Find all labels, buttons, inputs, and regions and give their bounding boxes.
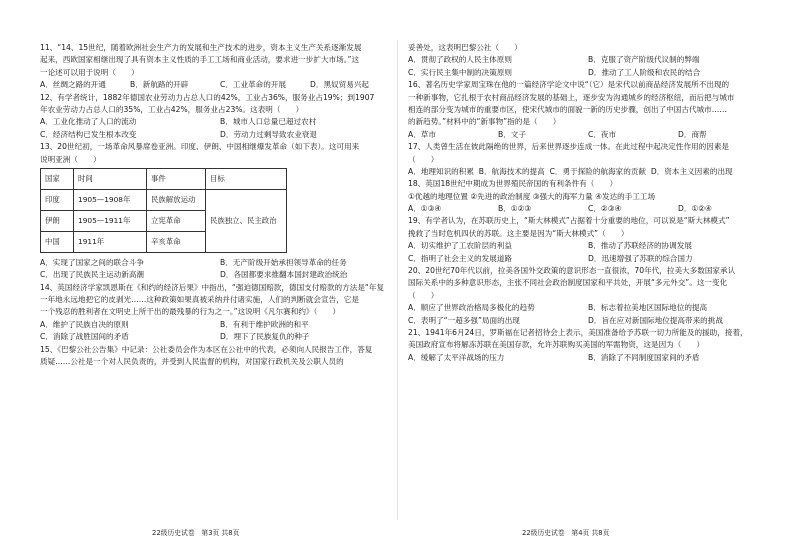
options-row [408,67,773,79]
option-c: C．出现了民族民主运动新高潮 [40,270,145,280]
option-d: D．商帮 [678,129,707,139]
option-b: B．标志着拉美地区国际地位的提高 [588,303,708,313]
option-b: B．消除了不同制度国家间的矛盾 [588,352,700,362]
option-d: D．埋下了民族复仇的种子 [220,332,310,342]
option-d: D．迅速增强了苏联的综合国力 [588,253,693,263]
question-text: 妥善处，这表明巴黎公社（ ） [408,43,522,52]
option-b: B．推动了苏联经济的协调发展 [588,241,692,251]
options-row [40,129,405,141]
question-16 [408,79,773,141]
table-row [41,189,287,210]
question-text: 美国政府宣布将解冻苏联在美国存款，允许苏联购买美国的军需物资，这是因为（ ） [408,340,705,350]
question-text: 挽救了当时危机四伏的苏联。这主要是因为“斯大林模式”（ ） [408,228,629,238]
table-header-row [41,168,287,189]
table-cell: 伊朗 [41,210,74,231]
option-b: B．克服了资产阶级代议制的弊端 [588,55,700,65]
left-column [40,42,405,368]
question-text: 年农业劳动力占总人口的35%，工业占42%，服务业占23%。这表明（ ） [40,104,304,114]
option-d: D．资本主义因素的出现 [650,166,733,176]
table-cell: 1905—1908年 [74,189,147,210]
options-row [408,54,773,66]
option-c: C．夜市 [588,129,617,139]
options-row [408,352,773,364]
question-text: 13、20世纪初，一场革命风暴席卷亚洲。印度、伊朗、中国相继爆发革命（如下表）。这可用来 [40,142,360,152]
options-row [40,116,405,128]
question-text: 18、英国18世纪中期成为世界殖民帝国的有利条件有（ ） [408,179,618,189]
options-row [40,257,405,269]
option-a: A．草市 [408,129,436,139]
option-b: B．有利于维护欧洲的和平 [220,319,309,329]
option-a: A．维护了民族自决的原则 [40,319,129,329]
option-c: C．勇于探险的航海家的贡献 [549,166,647,176]
option-a: A．贯彻了政权的人民主体原则 [408,55,512,65]
question-text: 质疑……公社是一个对人民负责的，并受到人民监督的机构，对国家行政机关及公职人员的 [40,357,344,367]
page-footer-right: 22级历史试卷 第4页 共8页 [522,529,610,537]
question-text: 国际关系中的多种意识形态，主张不同社会政治制度国家和平共处，开展“多元外交”。这一变化 [408,278,728,288]
option-d: D．黑奴贸易兴起 [310,80,370,90]
options-row [408,315,773,327]
option-b: B．无产阶级开始承担领导革命的任务 [220,257,347,267]
option-c: C．经济结构已发生根本改变 [40,129,137,139]
option-d: D．旨在应对新国际地位提高带来的挑战 [588,315,723,325]
option-d: D．①②④ [678,204,712,214]
revolution-table [40,168,287,253]
question-15-continued [408,42,773,79]
question-text: 17、人类曾生活在彼此隔绝的世界，后来世界逐步连成一体。在此过程中起决定性作用的因素是 [408,142,730,152]
question-text: 一年地永远地把它的皮剥光……这种政策如果真被采纳并付诸实施，人们的判断就会宣告，它是 [40,295,359,305]
option-c: C．工业革命的开展 [220,80,287,90]
option-b: B．新航路的开辟 [130,80,189,90]
option-a: A．缓解了太平洋战场的压力 [408,352,505,362]
option-a: A．丝绸之路的开通 [40,80,106,90]
table-cell: 民族解放运动 [147,189,206,210]
question-21 [408,327,773,364]
question-text: 21、1941年6月24日，罗斯福在记者招待会上表示，美国准备给予苏联一切力所能及的援助，接着， [408,327,748,337]
question-text: （ ） [408,290,439,300]
question-text: 起来，西欧国家相继出现了具有资本主义性质的手工工场和商业活动，要求进一步扩大市场。”这 [40,55,360,65]
table-header-cell: 事件 [147,168,206,189]
table-cell: 1905—1911年 [74,210,147,231]
options-row [40,79,405,91]
question-text: ①优越的地理位置 ②先进的政治制度 ③强大的海军力量 ④发达的手工工场 [408,191,656,201]
table-header-cell: 目标 [206,168,287,189]
table-cell: 印度 [41,189,74,210]
table-cell: 辛亥革命 [147,231,206,252]
table-cell: 中国 [41,231,74,252]
option-a: A．实现了国家之间的联合斗争 [40,257,144,267]
options-row [40,331,405,343]
question-17 [408,141,773,178]
option-c: C．消除了战胜国间的矛盾 [40,332,129,342]
option-a: A．地理知识的积累 [408,166,474,176]
question-text: 20、20世纪70年代以前，拉美各国外交政策的意识形态一直很浓，70年代，拉美大多数国家承认 [408,266,736,276]
options-row [408,240,773,252]
options-row [408,253,773,265]
question-text: 相连的部分变为城市的重要市区，使宋代城市的面貌一新的历史步骤，创出了中国古代城市…… [408,104,727,114]
table-cell-goal: 民族独立、民主政治 [206,189,287,252]
option-b: B．城市人口总量已超过农村 [220,117,317,127]
option-b: B．航海技术的提高 [478,166,545,176]
question-15 [40,344,405,369]
options-row [408,203,773,215]
question-text: 一个残忍的胜利者在文明史上所干出的最残暴的行为之一。”这说明《凡尔赛和约》（ ） [40,307,341,317]
option-a: A．顺应了世界政治格局多极化的趋势 [408,303,535,313]
question-text: 19、有学者认为，在苏联历史上，“斯大林模式”占据着十分重要的地位，可以说是“斯大林模式” [408,216,730,226]
question-12 [40,92,405,142]
options-row [40,269,405,281]
question-text: 15、《巴黎公社公告集》中记录：公社委员会作为本区在公社中的代表，必须向人民报告工作，答复 [40,344,373,354]
question-text: 14、英国经济学家凯恩斯在《和约的经济后果》中指出，“强迫德国赔款，德国支付赔款的方法是“年复 [40,282,385,292]
page-footer-left: 22级历史试卷 第3页 共8页 [152,529,240,537]
question-13 [40,141,405,282]
option-a: A．工业化推动了人口的流动 [40,117,137,127]
table-cell: 立宪革命 [147,210,206,231]
table-header-cell: 国家 [41,168,74,189]
question-19 [408,215,773,265]
table-header-cell: 时间 [74,168,147,189]
option-a: A．切实维护了工农阶层的利益 [408,241,512,251]
question-text: （ ） [408,154,439,164]
question-11 [40,42,405,92]
option-b: B．文子 [498,129,526,139]
question-text: 的新趋势。”材料中的“新事物”指的是（ ） [408,117,561,127]
option-c: C．指明了社会主义的发展道路 [408,253,513,263]
option-c: C．②③④ [588,204,622,214]
options-row [408,166,773,178]
options-row [408,129,773,141]
question-text: 一种新事物，它扎根于农村商品经济发展的基础上，逐步安为沟通城乡的经济枢纽，而后把与城市 [408,92,735,102]
question-text: 说明亚洲（ ） [40,154,101,164]
table-cell: 1911年 [74,231,147,252]
right-column [408,42,773,364]
question-14 [40,282,405,344]
option-a: A．①③④ [408,204,442,214]
question-18 [408,178,773,215]
option-b: B．①②③ [498,204,532,214]
option-d: D．劳动力过剩导致农业衰退 [220,129,317,139]
option-c: C．表明了“一超多强”局面的出现 [408,315,520,325]
question-text: 12、有学者统计，1882年德国农业劳动力占总人口的42%，工业占36%，服务业占19%；到1907 [40,92,375,102]
option-d: D．各国都要求推翻本国封建政治统治 [220,270,348,280]
question-text: 16、著名历史学家周宝珠在他的一篇经济学论文中说“（它）是宋代以前商品经济发展所不出现的 [408,80,730,90]
question-text: 11、“14、15世纪，随着欧洲社会生产力的发展和生产技术的进步，资本主义生产关系逐渐发展 [40,43,362,52]
question-20 [408,265,773,327]
option-c: C．实行民主集中制的决策原则 [408,67,513,77]
options-row [408,302,773,314]
option-d: D．推动了工人阶级和农民的结合 [588,67,701,77]
question-text: 一论述可以用于说明（ ） [40,67,139,77]
options-row [40,319,405,331]
